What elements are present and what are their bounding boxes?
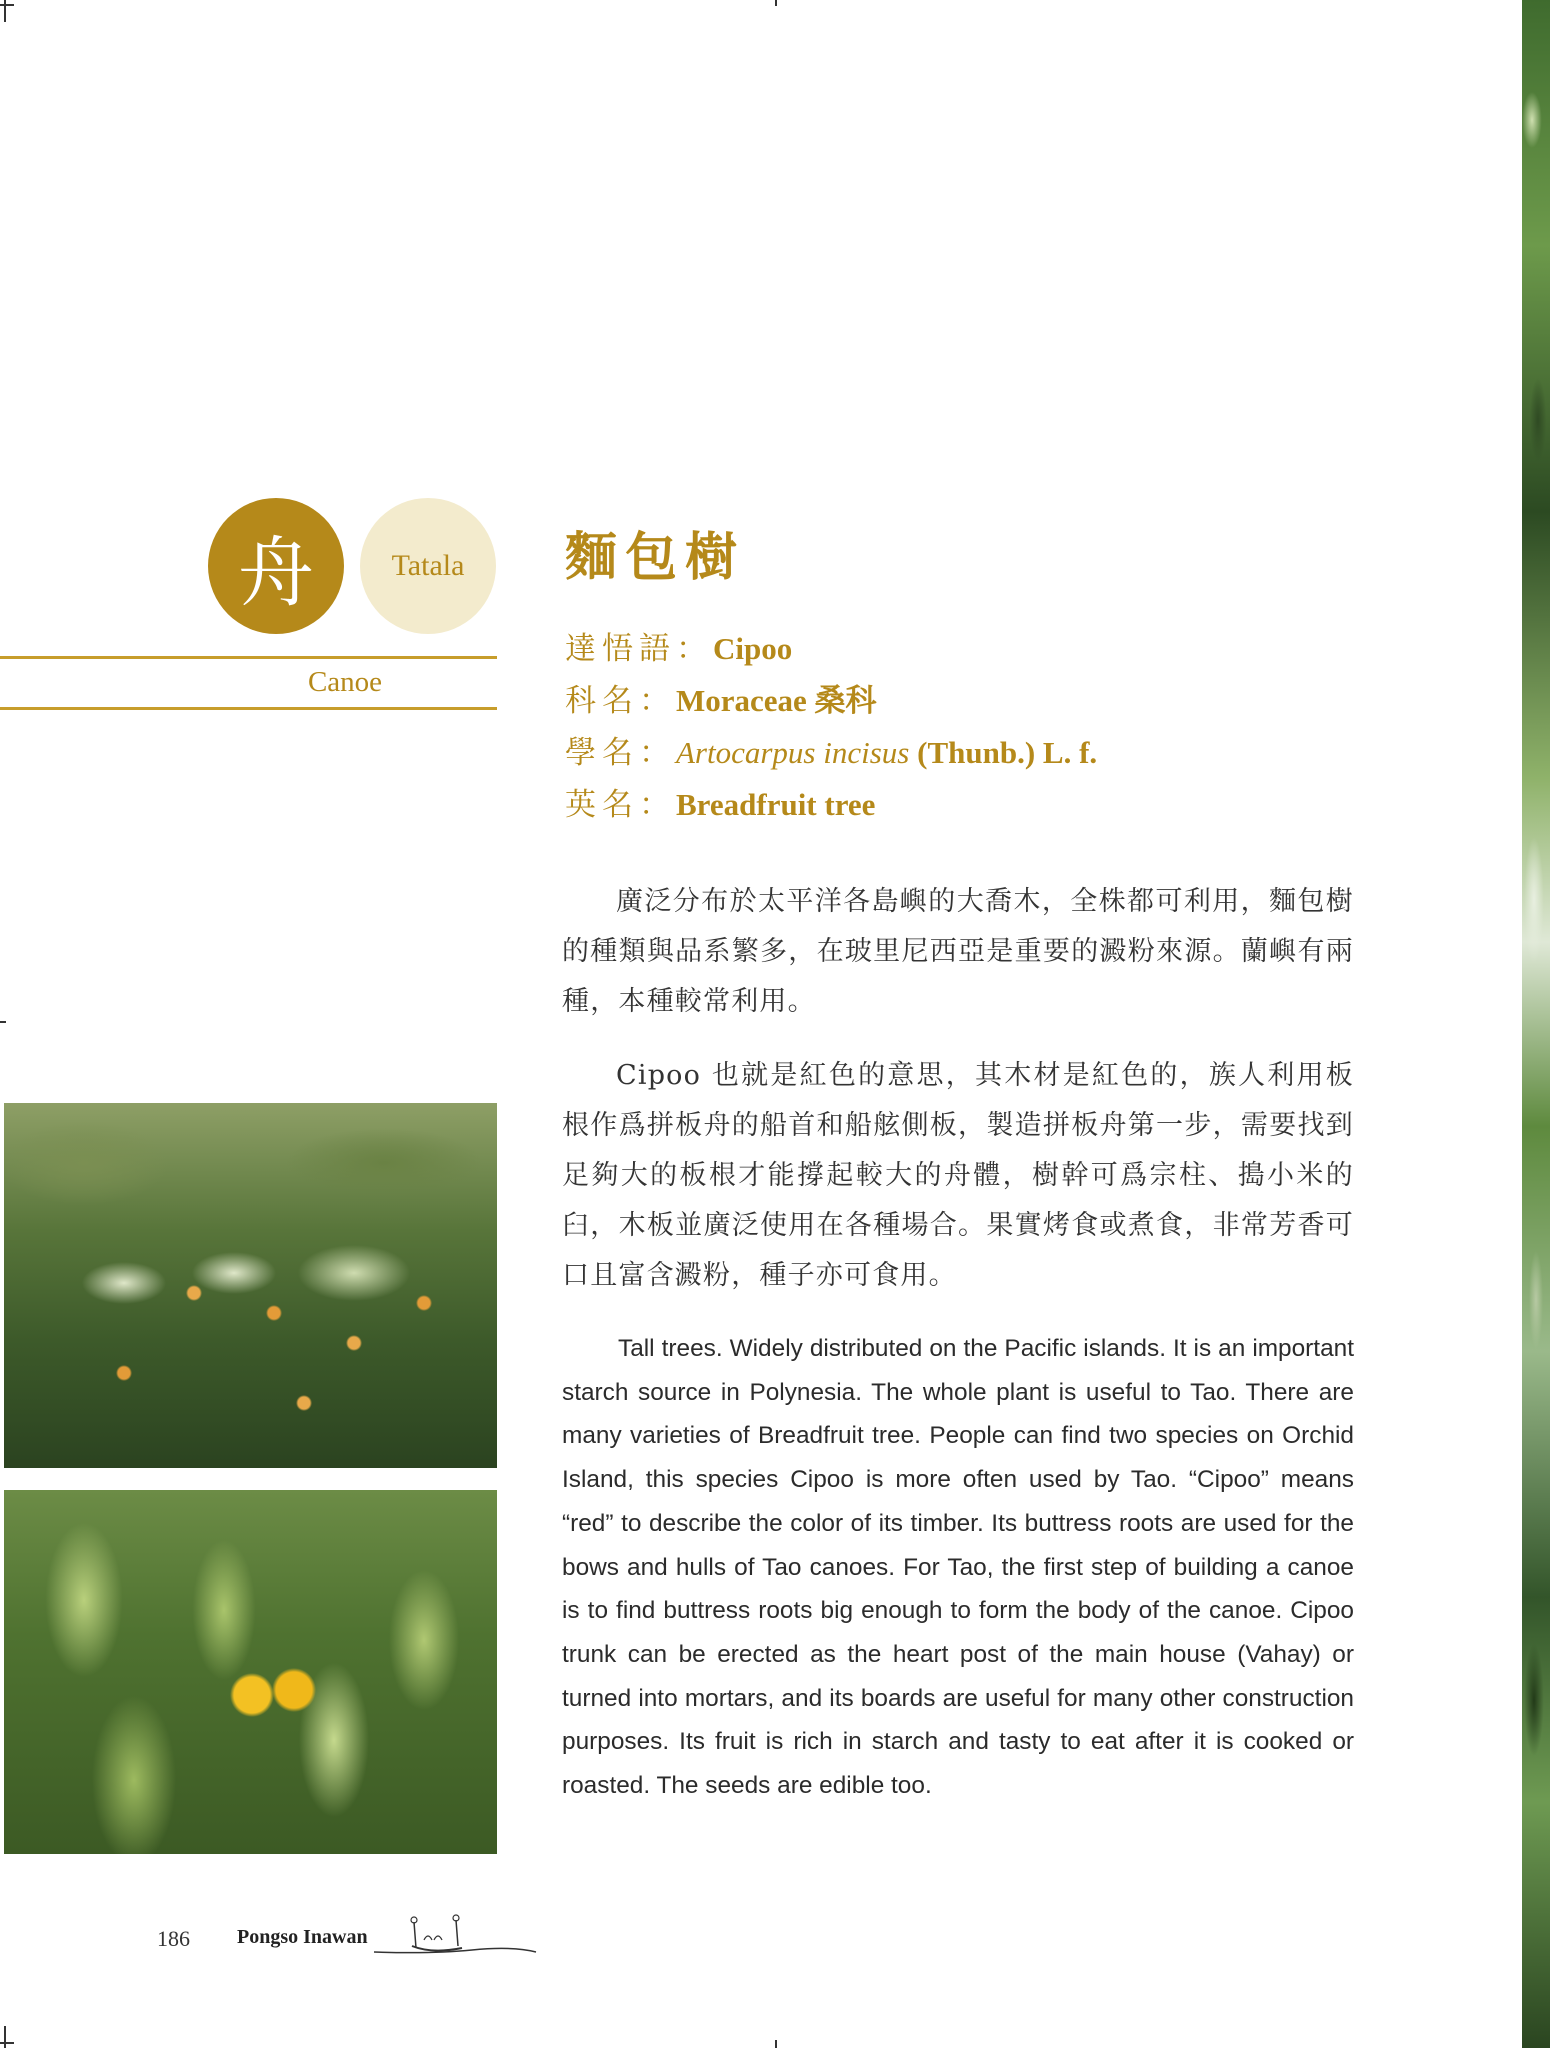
meta-tao-key: 達悟語： — [565, 631, 713, 667]
canoe-sketch-icon — [372, 1910, 537, 1960]
header-rule-top — [0, 656, 497, 659]
breadfruit-fruit-photo — [4, 1490, 497, 1854]
badge-word: Tatala — [391, 549, 465, 582]
meta-tao-value: Cipoo — [713, 631, 793, 666]
badge-char: 舟 — [238, 527, 314, 617]
footer-book-title: Pongso Inawan — [237, 1926, 368, 1948]
tatala-badge-circle — [360, 498, 496, 634]
crop-mark-top — [775, 0, 777, 6]
meta-family-key: 科名： — [565, 683, 676, 719]
body-paragraph-cn-1: 廣泛分布於太平洋各島嶼的大喬木，全株都可利用，麵包樹的種類與品系繁多，在玻里尼西亞是重要的澱粉來源。蘭嶼有兩種，本種較常利用。 — [562, 886, 1354, 1017]
crop-mark-tl-v — [4, 0, 6, 22]
header-rule-bottom — [0, 707, 497, 710]
crop-mark-bottom — [775, 2040, 777, 2048]
meta-scientific-name — [565, 727, 1097, 772]
breadfruit-tree-photo — [4, 1103, 497, 1468]
meta-tao-name — [565, 623, 792, 668]
meta-en-key: 英名： — [565, 787, 676, 823]
page-number: 186 — [157, 1926, 190, 1951]
adjacent-page-photo-strip — [1522, 0, 1550, 2048]
crop-mark-left — [0, 1021, 6, 1023]
category-label: Canoe — [307, 666, 383, 698]
meta-en-value: Breadfruit tree — [676, 787, 876, 822]
crop-mark-tl-h — [0, 4, 14, 6]
canoe-badge-circle — [208, 498, 344, 634]
crop-mark-bl-h — [0, 2042, 14, 2044]
meta-english-name — [565, 779, 875, 824]
crop-mark-bl-v — [4, 2026, 6, 2048]
meta-sci-rest: (Thunb.) L. f. — [909, 735, 1098, 770]
body-paragraph-en: Tall trees. Widely distributed on the Pacific islands. It is an important starch source in Polynesia. The whole plant is useful to Tao. There are many varieties of Breadfruit tree. People can find two species on Orchid Island, this species Cipoo is more often used by Tao. “Cipoo” means “red” to describe the color of its timber. Its buttress roots are used for the bows and hulls of Tao canoes. For Tao, the first step of building a canoe is to find buttress roots big enough to form the body of the canoe. Cipoo trunk can be erected as the heart post of the main house (Vahay) or turned into mortars, and its boards are useful for many other construction purposes. Its fruit is rich in starch and tasty to eat after it is cooked or roasted. The seeds are edible too. — [562, 1335, 1354, 1800]
meta-sci-key: 學名： — [565, 735, 676, 771]
meta-sci-italic: Artocarpus incisus — [676, 735, 910, 770]
meta-family — [565, 675, 877, 720]
page-title: 麵包樹 — [565, 527, 746, 588]
meta-family-value: Moraceae 桑科 — [676, 683, 877, 718]
body-paragraph-cn-2: Cipoo 也就是紅色的意思，其木材是紅色的，族人利用板根作爲拼板舟的船首和船舷側板，製造拼板舟第一步，需要找到足夠大的板根才能撐起較大的舟體，樹幹可爲宗柱、搗小米的臼，木板並廣泛使用在各種場合。果實烤食或煮食，非常芳香可口且富含澱粉，種子亦可食用。 — [562, 1060, 1354, 1291]
